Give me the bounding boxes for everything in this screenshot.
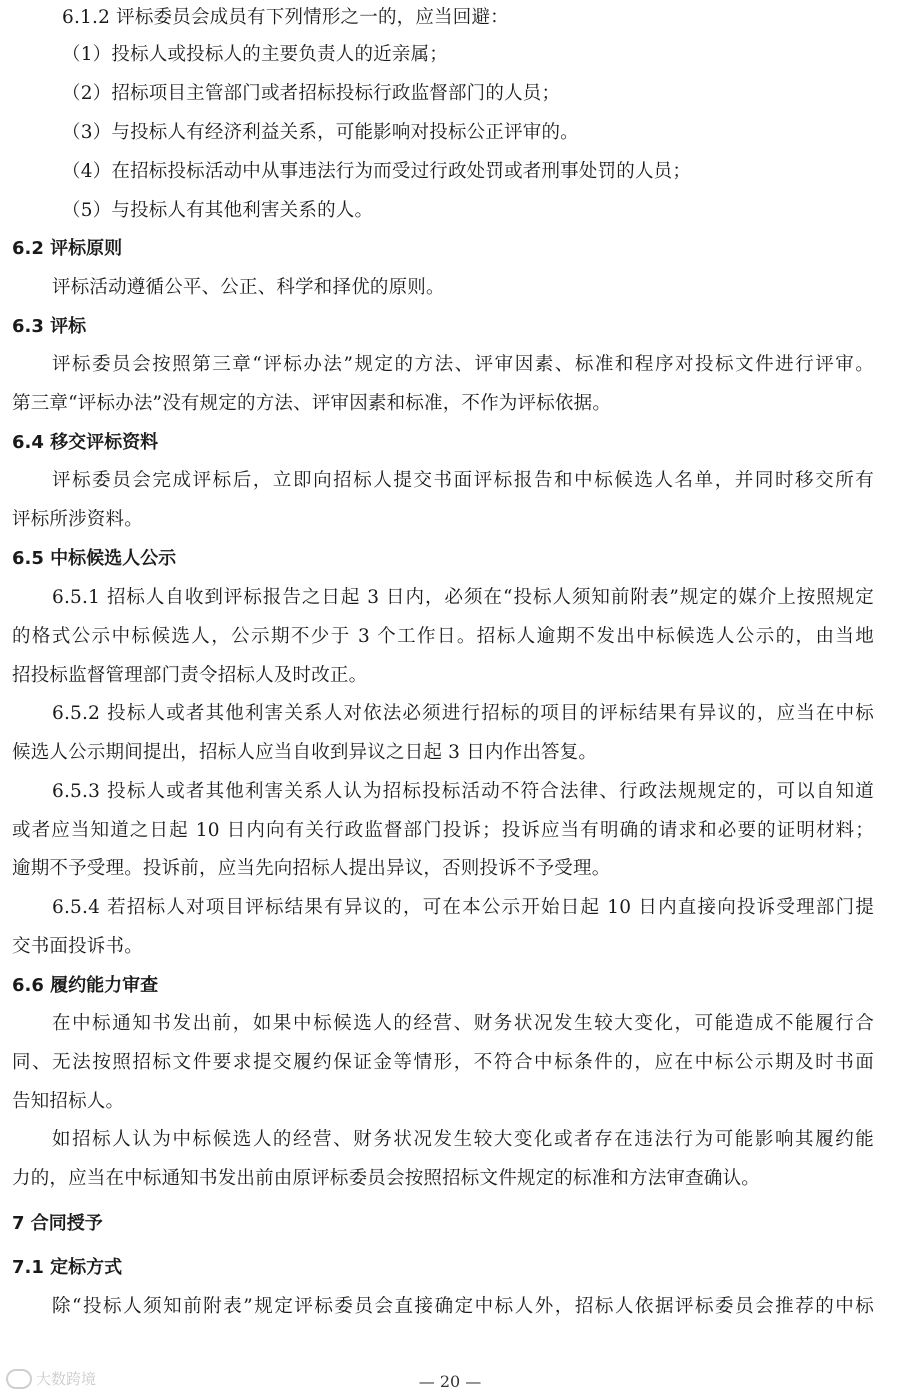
heading-7: 7 合同授予 — [12, 1213, 103, 1234]
paragraph-line: 同、无法按照招标文件要求提交履约保证金等情形，不符合中标条件的，应在中标公示期及时书面 — [12, 1052, 874, 1073]
heading-6-4: 6.4 移交评标资料 — [12, 432, 159, 453]
page-number: — 20 — — [418, 1372, 482, 1391]
watermark-logo-icon — [6, 1369, 32, 1389]
paragraph-line: 评标所涉资料。 — [12, 509, 143, 530]
paragraph-line: 或者应当知道之日起 10 日内向有关行政监督部门投诉；投诉应当有明确的请求和必要的证明材料； — [12, 820, 874, 841]
list-item-4: （4）在招标投标活动中从事违法行为而受过行政处罚或者刑事处罚的人员； — [62, 161, 692, 182]
paragraph-line: 在中标通知书发出前，如果中标候选人的经营、财务状况发生较大变化，可能造成不能履行合 — [52, 1013, 874, 1034]
heading-6-6: 6.6 履约能力审查 — [12, 975, 159, 996]
paragraph-line: 告知招标人。 — [12, 1091, 125, 1112]
list-item-1: （1）投标人或投标人的主要负责人的近亲属； — [62, 44, 448, 65]
list-item-3: （3）与投标人有经济利益关系，可能影响对投标公正评审的。 — [62, 122, 579, 143]
paragraph-line: 候选人公示期间提出，招标人应当自收到异议之日起 3 日内作出答复。 — [12, 742, 598, 763]
paragraph-line: 如招标人认为中标候选人的经营、财务状况发生较大变化或者存在违法行为可能影响其履约能 — [52, 1129, 874, 1150]
heading-6-3: 6.3 评标 — [12, 316, 87, 337]
clause-6-1-2: 6.1.2 评标委员会成员有下列情形之一的，应当回避： — [62, 7, 509, 28]
paragraph-line: 6.5.2 投标人或者其他利害关系人对依法必须进行招标的项目的评标结果有异议的，应当在中标 — [52, 703, 874, 724]
paragraph-line: 评标委员会完成评标后，立即向招标人提交书面评标报告和中标候选人名单，并同时移交所有 — [52, 470, 874, 491]
list-item-5: （5）与投标人有其他利害关系的人。 — [62, 200, 374, 221]
paragraph-line: 6.5.1 招标人自收到评标报告之日起 3 日内，必须在“投标人须知前附表”规定的媒介上按照规定 — [52, 587, 874, 608]
paragraph-line: 第三章“评标办法”没有规定的方法、评审因素和标准，不作为评标依据。 — [12, 393, 612, 414]
watermark-text: 大数跨境 — [36, 1370, 97, 1388]
paragraph-line: 评标委员会按照第三章“评标办法”规定的方法、评审因素、标准和程序对投标文件进行评审。 — [52, 354, 874, 375]
paragraph-line: 6.5.3 投标人或者其他利害关系人认为招标投标活动不符合法律、行政法规规定的，可以自知道 — [52, 781, 874, 802]
list-item-2: （2）招标项目主管部门或者招标投标行政监督部门的人员； — [62, 83, 561, 104]
paragraph-line: 的格式公示中标候选人，公示期不少于 3 个工作日。招标人逾期不发出中标候选人公示的，由当地 — [12, 626, 874, 647]
heading-6-2: 6.2 评标原则 — [12, 238, 123, 259]
paragraph-line: 除“投标人须知前附表”规定评标委员会直接确定中标人外，招标人依据评标委员会推荐的中标 — [52, 1296, 874, 1317]
paragraph-line: 6.5.4 若招标人对项目评标结果有异议的，可在本公示开始日起 10 日内直接向投诉受理部门提 — [52, 897, 874, 918]
paragraph-line: 评标活动遵循公平、公正、科学和择优的原则。 — [52, 277, 445, 298]
watermark — [6, 1368, 96, 1389]
paragraph-line: 逾期不予受理。投诉前，应当先向招标人提出异议，否则投诉不予受理。 — [12, 858, 611, 879]
paragraph-line: 招投标监督管理部门责令招标人及时改正。 — [12, 665, 368, 686]
paragraph-line: 交书面投诉书。 — [12, 936, 143, 957]
heading-7-1: 7.1 定标方式 — [12, 1257, 123, 1278]
paragraph-line: 力的，应当在中标通知书发出前由原评标委员会按照招标文件规定的标准和方法审查确认。 — [12, 1168, 761, 1189]
heading-6-5: 6.5 中标候选人公示 — [12, 548, 177, 569]
